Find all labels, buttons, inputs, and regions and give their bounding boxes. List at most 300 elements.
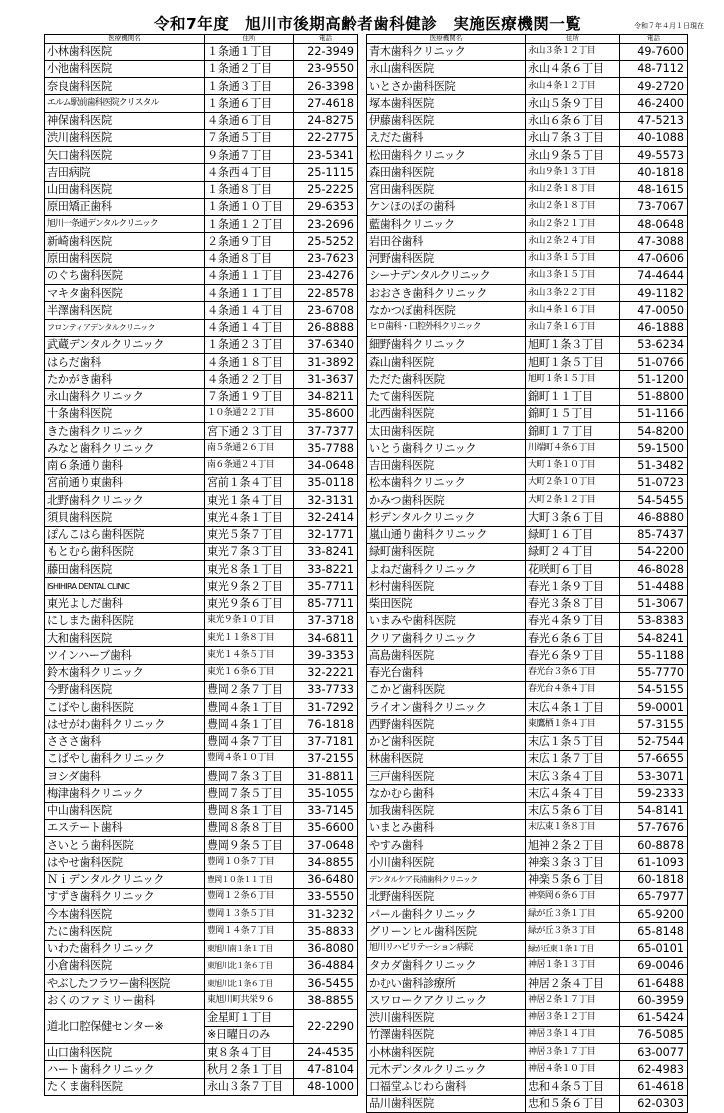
- clinic-name: 宮田歯科医院: [367, 181, 526, 198]
- clinic-name: かむい歯科診療所: [367, 975, 526, 992]
- clinic-address: 宮下通２３丁目: [205, 423, 294, 440]
- clinic-phone: 47-8104: [294, 1061, 358, 1078]
- clinic-name: ライオン歯科クリニック: [367, 699, 526, 716]
- clinic-name: はやせ歯科医院: [45, 854, 205, 871]
- clinic-address: 永山２条２４丁目: [526, 233, 620, 250]
- clinic-address: 末広１条７丁目: [526, 750, 620, 767]
- column-header-address: 住所: [205, 35, 294, 44]
- table-row: [367, 474, 688, 491]
- clinic-name: なかつぼ歯科医院: [367, 302, 526, 319]
- clinic-address: 南６条通２４丁目: [205, 457, 294, 474]
- clinic-name: 青木歯科クリニック: [367, 43, 526, 60]
- clinic-address: 豊岡７条３丁目: [205, 768, 294, 785]
- column-header-phone: 電話: [620, 35, 688, 44]
- clinic-name: 杉村歯科医院: [367, 578, 526, 595]
- clinic-phone: 63-0077: [620, 1044, 688, 1061]
- clinic-address: １条通３丁目: [205, 78, 294, 95]
- clinic-phone: 51-0723: [620, 474, 688, 491]
- clinic-name: 小倉歯科医院: [45, 957, 205, 974]
- clinic-phone: 46-1888: [620, 319, 688, 336]
- clinic-address: 神居３条１４丁目: [526, 1026, 620, 1043]
- clinic-address: 花咲町６丁目: [526, 561, 620, 578]
- clinic-phone: 51-8800: [620, 388, 688, 405]
- table-row: [45, 1061, 358, 1078]
- clinic-name: 原田矯正歯科: [45, 198, 205, 215]
- clinic-phone: 25-1115: [294, 164, 358, 181]
- clinic-name: グリーンヒル歯科医院: [367, 923, 526, 940]
- page-header: [0, 12, 724, 34]
- clinic-phone: 46-8880: [620, 509, 688, 526]
- clinic-phone: 37-2155: [294, 750, 358, 767]
- clinic-address: 緑が丘東１条１丁目: [526, 940, 620, 957]
- table-row: [45, 612, 358, 629]
- table-row: [367, 1009, 688, 1026]
- clinic-name: こかど歯科医院: [367, 681, 526, 698]
- clinic-address: 東鷹栖１条４丁目: [526, 716, 620, 733]
- clinic-name: 松田歯科クリニック: [367, 147, 526, 164]
- clinic-phone: 61-5424: [620, 1009, 688, 1026]
- table-row: [367, 543, 688, 560]
- clinic-name: エルム駅前歯科医院クリスタル: [45, 95, 205, 112]
- clinic-phone: 57-7676: [620, 819, 688, 836]
- clinic-name: 渋川歯科医院: [367, 1009, 526, 1026]
- clinic-address: 神居４条１０丁目: [526, 1061, 620, 1078]
- clinic-phone: 25-5252: [294, 233, 358, 250]
- column-header-phone: 電話: [294, 35, 358, 44]
- clinic-phone: 59-1500: [620, 440, 688, 457]
- clinic-name: もとむら歯科医院: [45, 543, 205, 560]
- table-row: [45, 285, 358, 302]
- clinic-address: 東旭川町共栄９６: [205, 992, 294, 1009]
- table-row: [45, 1044, 358, 1061]
- clinic-phone: 48-0648: [620, 216, 688, 233]
- clinic-phone: 31-3232: [294, 906, 358, 923]
- clinic-phone: 59-2333: [620, 785, 688, 802]
- clinic-phone: 48-7112: [620, 60, 688, 77]
- clinic-phone: 48-1000: [294, 1078, 358, 1095]
- table-row: [45, 595, 358, 612]
- table-row: [367, 923, 688, 940]
- clinic-address: 神楽岡６条６丁目: [526, 888, 620, 905]
- clinic-phone: 22-8578: [294, 285, 358, 302]
- clinic-address: 永山６条６丁目: [526, 112, 620, 129]
- clinic-phone: 76-1818: [294, 716, 358, 733]
- table-row: [45, 543, 358, 560]
- clinic-address: 末広東１条８丁目: [526, 819, 620, 836]
- clinic-address: 永山９条５丁目: [526, 147, 620, 164]
- clinic-phone: 33-8221: [294, 561, 358, 578]
- clinic-name: たくま歯科医院: [45, 1078, 205, 1095]
- clinic-address: 永山３条１２丁目: [526, 43, 620, 60]
- clinic-phone: 33-7145: [294, 802, 358, 819]
- clinic-address: 永山３条１５丁目: [526, 250, 620, 267]
- clinic-phone: 34-6811: [294, 630, 358, 647]
- clinic-address: 永山４条１２丁目: [526, 78, 620, 95]
- table-row: [367, 957, 688, 974]
- clinic-name: たに歯科医院: [45, 923, 205, 940]
- clinic-name: 太田歯科医院: [367, 423, 526, 440]
- table-row: [367, 975, 688, 992]
- table-row: [367, 457, 688, 474]
- clinic-address: 春光６条６丁目: [526, 630, 620, 647]
- clinic-phone: 54-5155: [620, 681, 688, 698]
- table-row: [367, 405, 688, 422]
- table-row: [45, 423, 358, 440]
- clinic-address: ４条通１４丁目: [205, 302, 294, 319]
- table-row: [367, 630, 688, 647]
- table-row: [45, 785, 358, 802]
- clinic-address: 永山３条２２丁目: [526, 285, 620, 302]
- clinic-address: 豊岡１０条１１丁目: [205, 871, 294, 888]
- clinic-address: 永山３条７丁目: [205, 1078, 294, 1095]
- clinic-address: 永山４条１６丁目: [526, 302, 620, 319]
- clinic-address: 末広５条６丁目: [526, 802, 620, 819]
- clinic-address: 春光６条９丁目: [526, 647, 620, 664]
- clinic-address: 東光９条１０丁目: [205, 612, 294, 629]
- table-row: [45, 802, 358, 819]
- clinic-phone: 52-7544: [620, 733, 688, 750]
- clinic-address: 秋月２条１丁目: [205, 1061, 294, 1078]
- clinic-address: 大町１条１０丁目: [526, 457, 620, 474]
- clinic-name: 竹澤歯科医院: [367, 1026, 526, 1043]
- table-row: [45, 888, 358, 905]
- table-row: [367, 750, 688, 767]
- table-row: [367, 198, 688, 215]
- table-row: [45, 975, 358, 992]
- clinic-phone: 65-9200: [620, 906, 688, 923]
- table-row: [45, 233, 358, 250]
- table-row: [45, 630, 358, 647]
- clinic-name: はせがわ歯科クリニック: [45, 716, 205, 733]
- clinic-table-right: [366, 34, 688, 1113]
- table-row: [367, 371, 688, 388]
- table-row: [45, 405, 358, 422]
- clinic-phone: 32-1771: [294, 526, 358, 543]
- table-row: [45, 336, 358, 353]
- clinic-name: 新崎歯科医院: [45, 233, 205, 250]
- clinic-name: 細野歯科クリニック: [367, 336, 526, 353]
- clinic-name: 今野歯科医院: [45, 681, 205, 698]
- clinic-phone: 53-6234: [620, 336, 688, 353]
- clinic-name: デンタルケア長浦歯科クリニック: [367, 871, 526, 888]
- clinic-name: 旭川一条通デンタルクリニック: [45, 216, 205, 233]
- clinic-address: 東光９条２丁目: [205, 578, 294, 595]
- table-row: [45, 906, 358, 923]
- table-row: [45, 457, 358, 474]
- clinic-address: 春光４条９丁目: [526, 612, 620, 629]
- clinic-address: 忠和５条６丁目: [526, 1095, 620, 1112]
- clinic-name: Ｎｉデンタルクリニック: [45, 871, 205, 888]
- clinic-address: 豊岡２条７丁目: [205, 681, 294, 698]
- clinic-address: 神楽３条３丁目: [526, 854, 620, 871]
- table-row: [367, 716, 688, 733]
- table-row: [367, 819, 688, 836]
- table-row: [367, 440, 688, 457]
- table-row: [367, 319, 688, 336]
- clinic-phone: 65-0101: [620, 940, 688, 957]
- clinic-name: 松本歯科クリニック: [367, 474, 526, 491]
- clinic-address: 豊岡４条７丁目: [205, 733, 294, 750]
- clinic-address: 春光１条９丁目: [526, 578, 620, 595]
- table-row: [45, 112, 358, 129]
- clinic-address: 神居１条１３丁目: [526, 957, 620, 974]
- table-row: [45, 509, 358, 526]
- clinic-address: 豊岡９条５丁目: [205, 837, 294, 854]
- table-row: [45, 147, 358, 164]
- clinic-address: 忠和４条５丁目: [526, 1078, 620, 1095]
- clinic-name: ツインハーブ歯科: [45, 647, 205, 664]
- clinic-address: 永山４条６丁目: [526, 60, 620, 77]
- table-row: [45, 992, 358, 1009]
- clinic-phone: 37-7181: [294, 733, 358, 750]
- clinic-name: 塚本歯科医院: [367, 95, 526, 112]
- table-row: [45, 733, 358, 750]
- clinic-name: 大和歯科医院: [45, 630, 205, 647]
- clinic-phone: 22-2290: [294, 1009, 358, 1044]
- clinic-name: すずき歯科クリニック: [45, 888, 205, 905]
- clinic-phone: 34-0648: [294, 457, 358, 474]
- clinic-phone: 36-4884: [294, 957, 358, 974]
- clinic-name: やすみ歯科: [367, 837, 526, 854]
- table-row: [367, 1044, 688, 1061]
- table-row: [367, 888, 688, 905]
- table-row: [367, 992, 688, 1009]
- table-row: [367, 423, 688, 440]
- clinic-phone: 85-7711: [294, 595, 358, 612]
- clinic-name: クリア歯科クリニック: [367, 630, 526, 647]
- clinic-name: 宮前通り東歯科: [45, 474, 205, 491]
- clinic-name: ただた歯科医院: [367, 371, 526, 388]
- table-row: [367, 1095, 688, 1112]
- clinic-address: 東旭川北１条６丁目: [205, 975, 294, 992]
- table-row: [45, 923, 358, 940]
- clinic-name: 原田歯科医院: [45, 250, 205, 267]
- clinic-phone: 74-4644: [620, 267, 688, 284]
- clinic-name: のぐち歯科医院: [45, 267, 205, 284]
- clinic-name: 小林歯科医院: [45, 43, 205, 60]
- clinic-name: 品川歯科医院: [367, 1095, 526, 1112]
- clinic-name: 北西歯科医院: [367, 405, 526, 422]
- clinic-address: 東光１４条５丁目: [205, 647, 294, 664]
- clinic-address: 神居３条１２丁目: [526, 1009, 620, 1026]
- clinic-address: ９条通７丁目: [205, 147, 294, 164]
- clinic-address: ２条通９丁目: [205, 233, 294, 250]
- clinic-address: 川端町４条６丁目: [526, 440, 620, 457]
- clinic-address: 豊岡４条１０丁目: [205, 750, 294, 767]
- clinic-phone: 51-4488: [620, 578, 688, 595]
- clinic-address: 東光１６条６丁目: [205, 664, 294, 681]
- clinic-phone: 35-1055: [294, 785, 358, 802]
- table-row: [367, 336, 688, 353]
- clinic-name: きた歯科クリニック: [45, 423, 205, 440]
- clinic-phone: 35-8833: [294, 923, 358, 940]
- clinic-phone: 38-8855: [294, 992, 358, 1009]
- clinic-name: 渋川歯科医院: [45, 129, 205, 146]
- clinic-address: ４条通１１丁目: [205, 285, 294, 302]
- clinic-phone: 36-5455: [294, 975, 358, 992]
- clinic-address: 末広４条４丁目: [526, 785, 620, 802]
- clinic-phone: 23-6708: [294, 302, 358, 319]
- clinic-name: 岩田谷歯科: [367, 233, 526, 250]
- clinic-phone: 33-5550: [294, 888, 358, 905]
- clinic-name: 嵐山通り歯科クリニック: [367, 526, 526, 543]
- table-row: [367, 112, 688, 129]
- clinic-name: 柴田医院: [367, 595, 526, 612]
- table-row: [367, 578, 688, 595]
- clinic-phone: 24-4535: [294, 1044, 358, 1061]
- table-row: [45, 819, 358, 836]
- table-row: [45, 129, 358, 146]
- table-row: [45, 837, 358, 854]
- clinic-address: 永山２条１８丁目: [526, 181, 620, 198]
- table-row: [367, 837, 688, 854]
- clinic-phone: 54-2200: [620, 543, 688, 560]
- clinic-address: 永山９条１３丁目: [526, 164, 620, 181]
- clinic-name: 今本歯科医院: [45, 906, 205, 923]
- clinic-address: 東光５条７丁目: [205, 526, 294, 543]
- clinic-phone: 35-0118: [294, 474, 358, 491]
- clinic-address: ４条通６丁目: [205, 112, 294, 129]
- table-row: [45, 181, 358, 198]
- clinic-address: １条通２３丁目: [205, 336, 294, 353]
- table-row: [45, 302, 358, 319]
- clinic-name: えだた歯科: [367, 129, 526, 146]
- table-row: [367, 595, 688, 612]
- table-row: [45, 474, 358, 491]
- table-row: [367, 354, 688, 371]
- clinic-address: １条通１２丁目: [205, 216, 294, 233]
- clinic-phone: 32-2221: [294, 664, 358, 681]
- table-row: [367, 181, 688, 198]
- table-header-row: [45, 35, 358, 44]
- clinic-name: 小池歯科医院: [45, 60, 205, 77]
- clinic-name: やぶしたフラワー歯科医院: [45, 975, 205, 992]
- clinic-name: いとう歯科クリニック: [367, 440, 526, 457]
- clinic-phone: 36-8080: [294, 940, 358, 957]
- table-row: [45, 43, 358, 60]
- clinic-address: 大町３条６丁目: [526, 509, 620, 526]
- clinic-note: ※日曜日のみ: [205, 1026, 294, 1043]
- clinic-name: 須貝歯科医院: [45, 509, 205, 526]
- clinic-phone: 34-8211: [294, 388, 358, 405]
- clinic-phone: 65-8148: [620, 923, 688, 940]
- clinic-phone: 51-3067: [620, 595, 688, 612]
- clinic-address: 神居３条１７丁目: [526, 1044, 620, 1061]
- clinic-address: 錦町１５丁目: [526, 405, 620, 422]
- clinic-name: 三戸歯科医院: [367, 768, 526, 785]
- table-row: [45, 957, 358, 974]
- column-header-address: 住所: [526, 35, 620, 44]
- clinic-phone: 54-5455: [620, 492, 688, 509]
- clinic-phone: 40-1818: [620, 164, 688, 181]
- table-row: [45, 699, 358, 716]
- clinic-address: 永山３条１５丁目: [526, 267, 620, 284]
- clinic-phone: 37-6340: [294, 336, 358, 353]
- clinic-name: みなと歯科クリニック: [45, 440, 205, 457]
- clinic-name: たかがき歯科: [45, 371, 205, 388]
- clinic-address: ４条通１１丁目: [205, 267, 294, 284]
- clinic-name: さささ歯科: [45, 733, 205, 750]
- clinic-name: はらだ歯科: [45, 354, 205, 371]
- clinic-phone: 23-2696: [294, 216, 358, 233]
- clinic-name: 河野歯科医院: [367, 250, 526, 267]
- clinic-phone: 61-4618: [620, 1078, 688, 1095]
- table-row: [45, 578, 358, 595]
- table-row: [367, 526, 688, 543]
- table-row: [45, 198, 358, 215]
- table-row: [45, 940, 358, 957]
- clinic-phone: 61-6488: [620, 975, 688, 992]
- clinic-phone: 54-8141: [620, 802, 688, 819]
- table-row: [367, 147, 688, 164]
- clinic-name: さいとう歯科医院: [45, 837, 205, 854]
- table-row: [367, 492, 688, 509]
- clinic-address: 錦町１７丁目: [526, 423, 620, 440]
- clinic-phone: 55-7770: [620, 664, 688, 681]
- table-row: [45, 664, 358, 681]
- clinic-phone: 60-3959: [620, 992, 688, 1009]
- clinic-name: 山田歯科医院: [45, 181, 205, 198]
- clinic-phone: 37-7377: [294, 423, 358, 440]
- clinic-phone: 35-6600: [294, 819, 358, 836]
- clinic-name: スワロークアクリニック: [367, 992, 526, 1009]
- clinic-phone: 51-1200: [620, 371, 688, 388]
- clinic-phone: 35-7711: [294, 578, 358, 595]
- table-row: [367, 561, 688, 578]
- table-row: [45, 164, 358, 181]
- clinic-address: 神居２条１７丁目: [526, 992, 620, 1009]
- clinic-address: 永山５条９丁目: [526, 95, 620, 112]
- table-row: [45, 1078, 358, 1095]
- table-row: [367, 250, 688, 267]
- clinic-name: タカダ歯科クリニック: [367, 957, 526, 974]
- clinic-name: いとさか歯科医院: [367, 78, 526, 95]
- table-row: [367, 906, 688, 923]
- table-row: [367, 267, 688, 284]
- table-row: [367, 854, 688, 871]
- clinic-address: ４条通８丁目: [205, 250, 294, 267]
- table-row: [367, 95, 688, 112]
- clinic-name: 永山歯科クリニック: [45, 388, 205, 405]
- clinic-address: ７条通５丁目: [205, 129, 294, 146]
- table-row: [367, 388, 688, 405]
- clinic-phone: 55-1188: [620, 647, 688, 664]
- table-row: [367, 285, 688, 302]
- clinic-name: ケンほのぼの歯科: [367, 198, 526, 215]
- table-row: [367, 129, 688, 146]
- clinic-phone: 32-2414: [294, 509, 358, 526]
- clinic-name: 北野歯科クリニック: [45, 492, 205, 509]
- clinic-address: 豊岡１０条７丁目: [205, 854, 294, 871]
- clinic-address: 永山７条１６丁目: [526, 319, 620, 336]
- clinic-address: 末広４条１丁目: [526, 699, 620, 716]
- clinic-phone: 33-7733: [294, 681, 358, 698]
- clinic-phone: 33-8241: [294, 543, 358, 560]
- table-row: [45, 716, 358, 733]
- clinic-phone: 57-6655: [620, 750, 688, 767]
- clinic-name: かど歯科医院: [367, 733, 526, 750]
- clinic-address: 永山２条１８丁目: [526, 198, 620, 215]
- clinic-name: にしまた歯科医院: [45, 612, 205, 629]
- clinic-phone: 49-1182: [620, 285, 688, 302]
- clinic-name: 高島歯科医院: [367, 647, 526, 664]
- clinic-address: １０条通２２丁目: [205, 405, 294, 422]
- table-row: [367, 60, 688, 77]
- clinic-name: こばやし歯科医院: [45, 699, 205, 716]
- clinic-address: 東光１１条８丁目: [205, 630, 294, 647]
- clinic-name: 小林歯科医院: [367, 1044, 526, 1061]
- table-row: [367, 302, 688, 319]
